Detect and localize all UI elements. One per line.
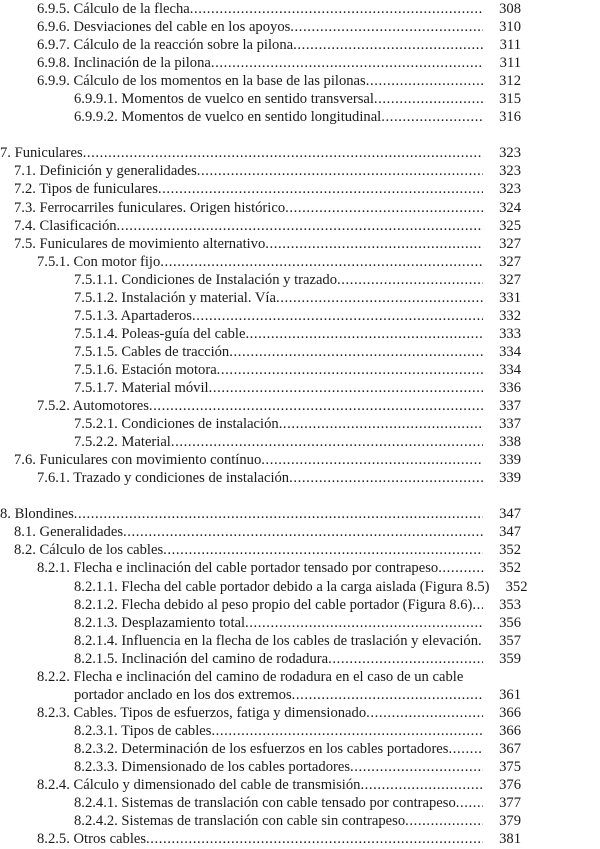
toc-entry-title: 7.5.2.1. Condiciones de instalación: [74, 416, 279, 433]
toc-entry-title: 8.2.1.3. Desplazamiento total: [74, 614, 246, 631]
toc-entry[interactable]: [0, 217, 521, 235]
toc-entry-page-number: 338: [499, 434, 521, 451]
toc-entry[interactable]: [0, 650, 521, 668]
dot-leader: [478, 632, 483, 650]
toc-entry-title: 8.2.3.3. Dimensionado de los cables portadores: [74, 758, 351, 775]
toc-entry-title: 6.9.9.2. Momentos de vuelco en sentido longitudinal: [74, 109, 382, 126]
toc-entry[interactable]: [0, 144, 521, 162]
toc-entry[interactable]: [0, 108, 521, 126]
dot-leader: [293, 36, 483, 54]
dot-leader: [456, 794, 483, 812]
toc-entry-page-number: 353: [499, 596, 521, 613]
dot-leader: [245, 614, 483, 632]
toc-entry[interactable]: [0, 722, 521, 740]
toc-entry-page-number: 352: [499, 542, 521, 559]
toc-entry[interactable]: [0, 0, 521, 18]
dot-leader: [463, 668, 483, 686]
toc-entry-title: 7.5.1.2. Instalación y material. Vía: [74, 289, 276, 306]
toc-entry-page-number: 379: [499, 813, 521, 830]
toc-entry-title: 8.2.4. Cálculo y dimensionado del cable de transmisión: [37, 777, 361, 794]
dot-leader: [290, 18, 483, 36]
toc-entry[interactable]: [0, 271, 521, 289]
dot-leader: [366, 72, 483, 90]
toc-entry-title: 6.9.9. Cálculo de los momentos en la base de las pilonas: [37, 73, 366, 90]
toc-entry-page-number: 352: [505, 578, 528, 595]
toc-entry[interactable]: [0, 162, 521, 180]
dot-leader: [83, 144, 483, 162]
toc-entry-title: 7. Funiculares: [0, 145, 83, 162]
toc-entry[interactable]: [0, 90, 521, 108]
dot-leader: [197, 162, 483, 180]
toc-entry[interactable]: [0, 830, 521, 848]
toc-entry-title: 8.1. Generalidades: [14, 524, 124, 541]
section-spacer: [0, 487, 521, 505]
toc-entry-page-number: 366: [499, 704, 521, 721]
toc-entry-title: 7.5.1.1. Condiciones de Instalación y trazado: [74, 271, 338, 288]
toc-entry-title: 8.2. Cálculo de los cables: [14, 542, 164, 559]
toc-entry-page-number: 339: [499, 452, 521, 469]
toc-entry-title: 7.5.1.5. Cables de tracción: [74, 343, 230, 360]
toc-entry[interactable]: [0, 54, 521, 72]
dot-leader: [229, 343, 483, 361]
toc-entry-title: 8.2.1.2. Flecha debido al peso propio del cable portador (Figura 8.6): [74, 596, 473, 613]
dot-leader: [245, 325, 483, 343]
dot-leader: [123, 523, 483, 541]
toc-entry-title: 8.2.3.2. Determinación de los esfuerzos en los cables portadores: [74, 740, 449, 757]
toc-entry-page-number: 357: [499, 632, 521, 649]
dot-leader: [149, 397, 483, 415]
dot-leader: [74, 505, 483, 523]
toc-entry-page-number: 347: [499, 524, 521, 541]
section-spacer: [0, 126, 521, 144]
toc-entry-page-number: 334: [499, 343, 521, 360]
toc-entry-page-number: 316: [499, 109, 521, 126]
dot-leader: [211, 54, 483, 72]
toc-entry[interactable]: [0, 199, 521, 217]
toc-entry-page-number: 332: [499, 307, 521, 324]
toc-entry-page-number: 337: [499, 398, 521, 415]
toc-entry-page-number: 323: [499, 181, 521, 198]
toc-entry-title: 7.2. Tipos de funiculares: [14, 181, 158, 198]
toc-entry-title: 8.2.1.4. Influencia en la flecha de los cables de traslación y elevación: [74, 632, 478, 649]
dot-leader: [289, 469, 483, 487]
toc-entry-title: 8.2.3.1. Tipos de cables: [74, 722, 212, 739]
toc-entry-page-number: [495, 668, 521, 686]
toc-entry-page-number: 323: [499, 145, 521, 162]
toc-entry[interactable]: [0, 596, 521, 614]
toc-entry[interactable]: [0, 180, 521, 198]
toc-entry-page-number: 375: [499, 758, 521, 775]
toc-entry-page-number: 352: [499, 560, 521, 577]
dot-leader: [438, 559, 483, 577]
dot-leader: [158, 180, 483, 198]
toc-entry-page-number: 361: [499, 686, 521, 703]
toc-entry[interactable]: [0, 523, 521, 541]
toc-entry-page-number: 339: [499, 470, 521, 487]
toc-entry-title: 7.5.2. Automotores: [37, 398, 149, 415]
toc-entry[interactable]: [0, 289, 521, 307]
dot-leader: [337, 271, 483, 289]
toc-entry[interactable]: [0, 578, 528, 596]
dot-leader: [217, 361, 483, 379]
toc-entry[interactable]: [0, 361, 521, 379]
toc-entry-page-number: 377: [499, 795, 521, 812]
toc-entry-title: 7.4. Clasificación: [14, 217, 117, 234]
dot-leader: [360, 776, 483, 794]
toc-entry-title: 7.5.1.6. Estación motora: [74, 361, 217, 378]
dot-leader: [261, 451, 483, 469]
toc-entry[interactable]: [0, 704, 521, 722]
toc-entry-page-number: 376: [499, 777, 521, 794]
dot-leader: [192, 307, 483, 325]
toc-entry[interactable]: [0, 794, 521, 812]
toc-entry-title: 8.2.3. Cables. Tipos de esfuerzos, fatiga y dimensionado: [37, 704, 367, 721]
toc-entry-title: 8.2.4.2. Sistemas de translación con cable sin contrapeso: [74, 813, 406, 830]
toc-entry-page-number: 325: [499, 217, 521, 234]
toc-entry-title: 8.2.1. Flecha e inclinación del cable portador tensado por contrapeso: [37, 560, 439, 577]
toc-entry-page-number: 308: [499, 1, 521, 17]
toc-entry-title: 8. Blondines: [0, 506, 74, 523]
toc-entry[interactable]: [0, 36, 521, 54]
toc-entry-title: 7.5.2.2. Material: [74, 434, 171, 451]
dot-leader: [405, 812, 483, 830]
toc-entry-page-number: 367: [499, 740, 521, 757]
toc-entry[interactable]: [0, 433, 521, 451]
dot-leader: [146, 830, 483, 848]
toc-entry-title: 6.9.6. Desviaciones del cable en los apoyos: [37, 19, 291, 36]
dot-leader: [160, 253, 483, 271]
dot-leader: [211, 722, 483, 740]
toc-entry-title: 6.9.7. Cálculo de la reacción sobre la pilona: [37, 37, 294, 54]
dot-leader: [448, 740, 483, 758]
dot-leader: [381, 108, 483, 126]
toc-entry[interactable]: [0, 235, 521, 253]
toc-entry[interactable]: [0, 72, 521, 90]
toc-entry-title: 8.2.5. Otros cables: [37, 831, 147, 848]
toc-entry-page-number: 333: [499, 325, 521, 342]
toc-entry-page-number: 327: [499, 253, 521, 270]
toc-entry-page-number: 331: [499, 289, 521, 306]
toc-entry[interactable]: [0, 559, 521, 577]
dot-leader: [366, 704, 483, 722]
toc-entry[interactable]: [0, 397, 521, 415]
toc-entry-title: 7.3. Ferrocarriles funiculares. Origen histórico: [14, 199, 286, 216]
toc-entry-page-number: 315: [499, 91, 521, 108]
toc-entry-title: 7.5.1.7. Material móvil: [74, 379, 209, 396]
toc-entry[interactable]: [0, 307, 521, 325]
toc-entry-title: 7.6.1. Trazado y condiciones de instalación: [37, 470, 290, 487]
toc-entry-page-number: 311: [499, 37, 521, 54]
toc-entry-title: portador anclado en los dos extremos: [74, 686, 292, 703]
dot-leader: [374, 90, 483, 108]
toc-entry[interactable]: [0, 776, 521, 794]
toc-entry[interactable]: [0, 325, 521, 343]
dot-leader: [285, 199, 483, 217]
dot-leader: [350, 758, 483, 776]
toc-entry[interactable]: [0, 740, 521, 758]
toc-entry[interactable]: [0, 18, 521, 36]
toc-entry-title: 8.2.1.1. Flecha del cable portador debido a la carga aislada (Figura 8.5): [74, 578, 490, 595]
toc-entry-page-number: 327: [499, 235, 521, 252]
toc-entry-page-number: 311: [499, 55, 521, 72]
toc-entry-title: 7.5.1.3. Apartaderos: [74, 307, 192, 324]
dot-leader: [276, 289, 483, 307]
toc-entry[interactable]: [0, 415, 521, 433]
dot-leader: [279, 415, 483, 433]
toc-entry[interactable]: [0, 632, 521, 650]
dot-leader: [328, 650, 483, 668]
dot-leader: [209, 379, 483, 397]
toc-entry-title: 6.9.8. Inclinación de la pilona: [37, 55, 211, 72]
dot-leader: [292, 686, 483, 704]
toc-entry-page-number: 359: [499, 650, 521, 667]
toc-entry-page-number: 327: [499, 271, 521, 288]
toc-entry-page-number: 347: [499, 506, 521, 523]
toc-entry-page-number: 334: [499, 361, 521, 378]
toc-entry[interactable]: [0, 451, 521, 469]
toc-entry-page-number: 324: [499, 199, 521, 216]
toc-entry-page-number: 337: [499, 416, 521, 433]
dot-leader: [472, 596, 483, 614]
toc-entry[interactable]: [0, 758, 521, 776]
toc-entry-title: 7.5. Funiculares de movimiento alternativo: [14, 235, 266, 252]
toc-entry[interactable]: [0, 379, 521, 397]
dot-leader: [190, 0, 483, 18]
toc-entry[interactable]: [0, 812, 521, 830]
toc-entry-page-number: 366: [499, 722, 521, 739]
toc-entry-page-number: 310: [499, 19, 521, 36]
toc-entry-title: 6.9.5. Cálculo de la flecha: [37, 1, 190, 17]
toc-entry[interactable]: [0, 469, 521, 487]
dot-leader: [117, 217, 483, 235]
toc-entry-page-number: 323: [499, 163, 521, 180]
toc-entry-page-number: 312: [499, 73, 521, 90]
toc-entry-title: 7.1. Definición y generalidades: [14, 163, 197, 180]
toc-entry[interactable]: [0, 686, 521, 704]
toc-entry[interactable]: [0, 343, 521, 361]
toc-entry[interactable]: [0, 505, 521, 523]
toc-entry-title: 7.6. Funiculares con movimiento contínuo: [14, 452, 262, 469]
toc-entry-title: 7.5.1.4. Poleas-guía del cable: [74, 325, 246, 342]
toc-entry[interactable]: [0, 541, 521, 559]
toc-entry-title: 8.2.2. Flecha e inclinación del camino de rodadura en el caso de un cable: [37, 668, 464, 685]
toc-entry[interactable]: [0, 253, 521, 271]
dot-leader: [171, 433, 483, 451]
toc-entry[interactable]: [0, 668, 521, 686]
toc-entry-title: 7.5.1. Con motor fijo: [37, 253, 161, 270]
toc-entry-page-number: 336: [499, 379, 521, 396]
toc-entry[interactable]: [0, 614, 521, 632]
toc-entry-title: 6.9.9.1. Momentos de vuelco en sentido transversal: [74, 91, 374, 108]
toc-entry-title: 8.2.4.1. Sistemas de translación con cable tensado por contrapeso: [74, 795, 456, 812]
toc-entry-title: 8.2.1.5. Inclinación del camino de rodadura: [74, 650, 329, 667]
dot-leader: [265, 235, 483, 253]
toc-entry-page-number: 356: [499, 614, 521, 631]
dot-leader: [163, 541, 483, 559]
toc-entry-page-number: 381: [499, 831, 521, 848]
